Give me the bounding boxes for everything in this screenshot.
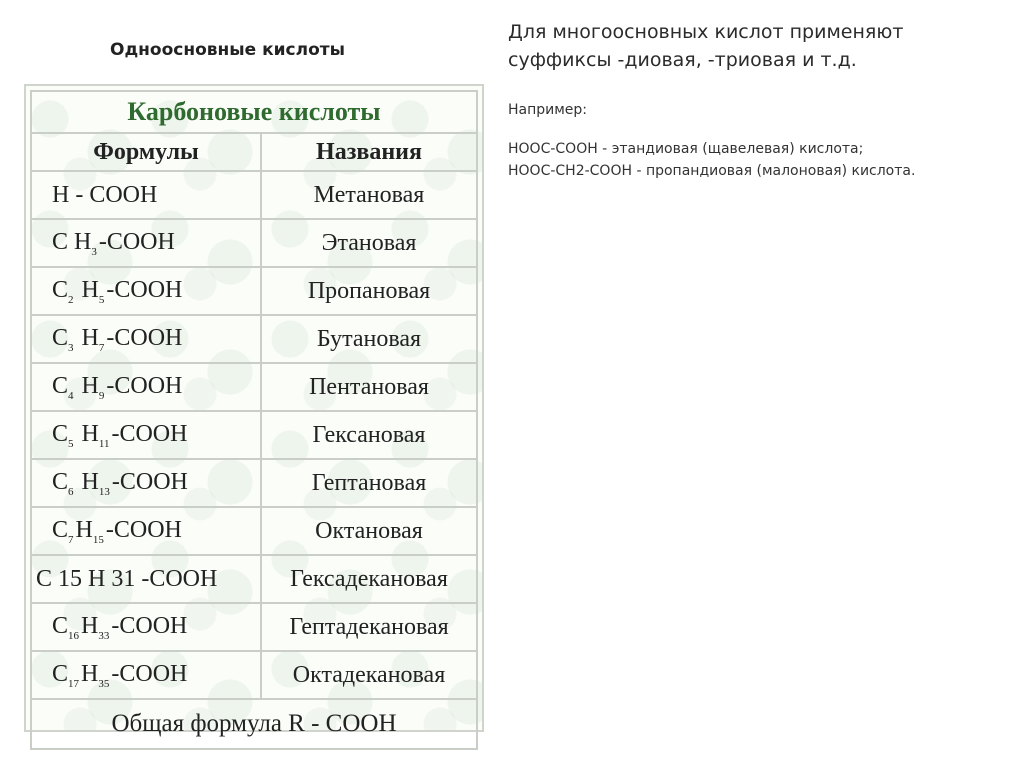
formula-cell: H - COOH (31, 171, 261, 219)
table-row (31, 459, 477, 507)
table-row (31, 267, 477, 315)
polybasic-note (508, 18, 1008, 182)
general-formula: Общая формула R - COOH (31, 699, 477, 749)
table-row (31, 603, 477, 651)
example-list (508, 138, 1008, 182)
formula-cell: $C_2$ $H_5$-COOH (31, 267, 261, 315)
name-cell: Гексановая (261, 411, 477, 459)
table-row (31, 507, 477, 555)
name-cell: Метановая (261, 171, 477, 219)
name-cell: Октановая (261, 507, 477, 555)
formula-cell: C $H_3$-COOH (31, 219, 261, 267)
polybasic-heading: Для многоосновных кислот применяют суффиксы -диовая, -триовая и т.д. (508, 21, 904, 71)
example-oxalic: HOOC-COOH - этандиовая (щавелевая) кислота; (508, 141, 864, 157)
table-row (31, 171, 477, 219)
table-row (31, 651, 477, 699)
formula-cell: $C_7H_{15}$-COOH (31, 507, 261, 555)
name-cell: Бутановая (261, 315, 477, 363)
table-row (31, 363, 477, 411)
name-cell: Гептановая (261, 459, 477, 507)
formula-cell: $C_{17}H_{35}$-COOH (31, 651, 261, 699)
table-row (31, 219, 477, 267)
table-row (31, 315, 477, 363)
column-header-formula: Формулы (31, 133, 261, 171)
name-cell: Этановая (261, 219, 477, 267)
table-row (31, 411, 477, 459)
section-title: Одноосновные кислоты (110, 40, 345, 60)
example-malonic: HOOC-CH2-COOH - пропандиовая (малоновая) кислота. (508, 163, 916, 179)
formula-cell: $C_3$ $H_7$-COOH (31, 315, 261, 363)
name-cell: Пентановая (261, 363, 477, 411)
carboxylic-acids-table (30, 90, 478, 750)
formula-cell: $C_4$ $H_9$-COOH (31, 363, 261, 411)
name-cell: Гексадекановая (261, 555, 477, 603)
example-label: Например: (508, 102, 588, 118)
table-title: Карбоновые кислоты (31, 91, 477, 133)
formula-cell: $C_5$ $H_{11}$-COOH (31, 411, 261, 459)
name-cell: Гептадекановая (261, 603, 477, 651)
formula-cell: $C_{16}H_{33}$-COOH (31, 603, 261, 651)
column-header-name: Названия (261, 133, 477, 171)
name-cell: Октадекановая (261, 651, 477, 699)
name-cell: Пропановая (261, 267, 477, 315)
table-row (31, 555, 477, 603)
acid-table-frame (24, 84, 484, 737)
formula-cell: C 15 H 31 -COOH (31, 555, 261, 603)
formula-cell: $C_6$ $H_{13}$-COOH (31, 459, 261, 507)
